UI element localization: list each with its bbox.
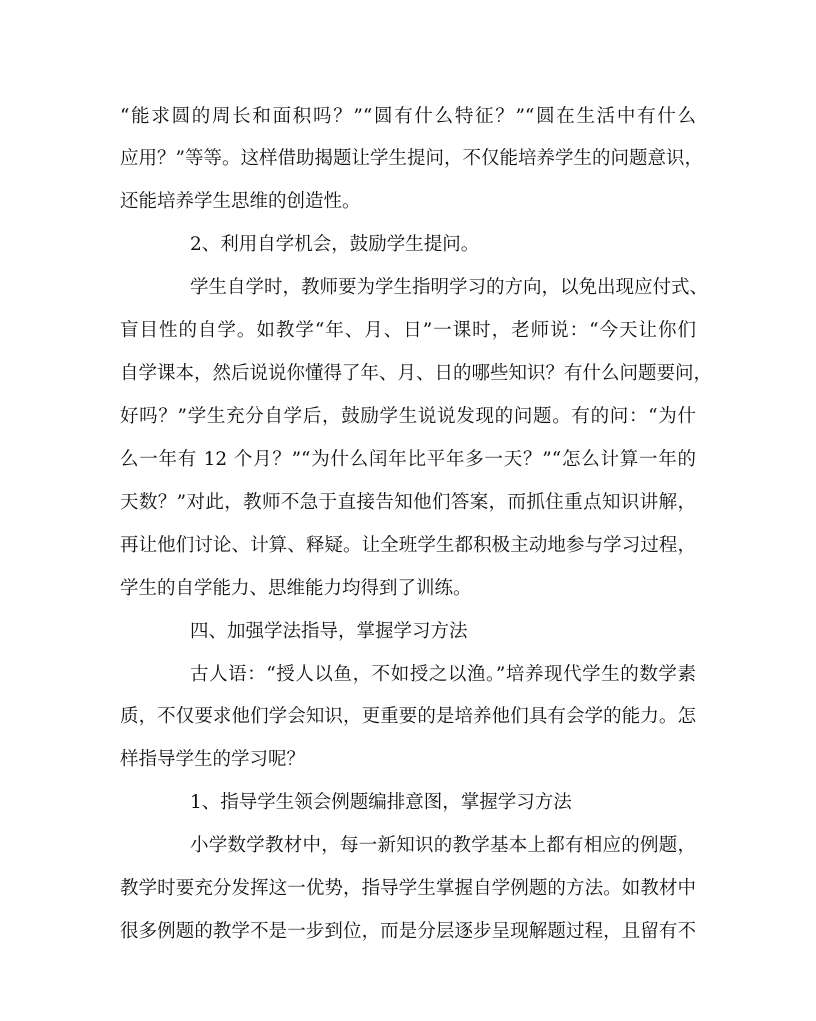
paragraph-line: 天数？”对此，教师不急于直接告知他们答案，而抓住重点知识讲解， bbox=[120, 492, 696, 513]
paragraph-line: 质，不仅要求他们学会知识，更重要的是培养他们具有会学的能力。怎 bbox=[120, 706, 696, 727]
paragraph-line: 小学数学教材中，每一新知识的教学基本上都有相应的例题， bbox=[190, 835, 696, 856]
paragraph-line: 盲目性的自学。如教学“年、月、日”一课时，老师说：“今天让你们 bbox=[120, 320, 696, 341]
paragraph-line: 还能培养学生思维的创造性。 bbox=[120, 191, 361, 212]
section-heading: 2、利用自学机会，鼓励学生提问。 bbox=[190, 234, 480, 255]
paragraph-line: 学生的自学能力、思维能力均得到了训练。 bbox=[120, 578, 472, 599]
section-heading: 四、加强学法指导，掌握学习方法 bbox=[190, 621, 468, 642]
paragraph-line: 样指导学生的学习呢？ bbox=[120, 749, 306, 770]
paragraph-line: 么一年有 12 个月？”“为什么闰年比平年多一天？”“怎么计算一年的 bbox=[120, 449, 696, 470]
section-heading: 1、指导学生领会例题编排意图，掌握学习方法 bbox=[190, 792, 572, 813]
paragraph-line: 学生自学时，教师要为学生指明学习的方向，以免出现应付式、 bbox=[190, 277, 709, 298]
paragraph-line: 再让他们讨论、计算、释疑。让全班学生都积极主动地参与学习过程， bbox=[120, 535, 696, 556]
paragraph-line: 自学课本，然后说说你懂得了年、月、日的哪些知识？有什么问题要问， bbox=[120, 363, 713, 384]
paragraph-line: 教学时要充分发挥这一优势，指导学生掌握自学例题的方法。如教材中 bbox=[120, 878, 696, 899]
paragraph-line: “能求圆的周长和面积吗？”“圆有什么特征？”“圆在生活中有什么 bbox=[120, 106, 696, 127]
paragraph-line: 应用？”等等。这样借助揭题让学生提问，不仅能培养学生的问题意识， bbox=[120, 148, 703, 169]
paragraph-line: 古人语：“授人以鱼，不如授之以渔。”培养现代学生的数学素 bbox=[190, 664, 696, 685]
paragraph-line: 好吗？”学生充分自学后，鼓励学生说说发现的问题。有的问：“为什 bbox=[120, 406, 696, 427]
paragraph-line: 很多例题的教学不是一步到位，而是分层逐步呈现解题过程，且留有不 bbox=[120, 921, 696, 942]
